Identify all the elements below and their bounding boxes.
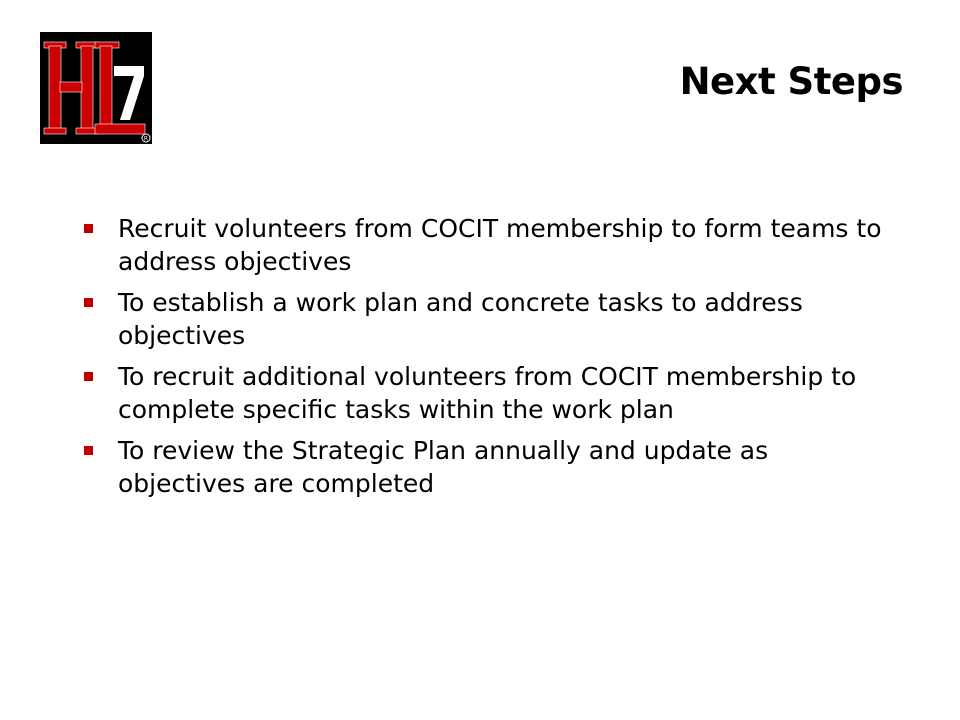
bullet-text: To review the Strategic Plan annually and update as objectives are completed: [118, 436, 769, 498]
hl7-logo-graphic: [40, 32, 152, 144]
slide-title: Next Steps: [679, 60, 903, 103]
bullet-item: [84, 212, 884, 278]
bullet-text: To establish a work plan and concrete tasks to address objectives: [118, 288, 803, 350]
bullet-item: [84, 360, 884, 426]
bullet-list: [84, 212, 884, 508]
bullet-text: Recruit volunteers from COCIT membership to form teams to address objectives: [118, 214, 882, 276]
square-bullet-icon: [84, 446, 93, 455]
square-bullet-icon: [84, 224, 93, 233]
square-bullet-icon: [84, 372, 93, 381]
bullet-item: [84, 434, 884, 500]
bullet-item: [84, 286, 884, 352]
svg-text:R: R: [143, 135, 149, 143]
square-bullet-icon: [84, 298, 93, 307]
bullet-text: To recruit additional volunteers from COCIT membership to complete specific tasks within the work plan: [118, 362, 857, 424]
hl7-logo: [40, 32, 152, 144]
